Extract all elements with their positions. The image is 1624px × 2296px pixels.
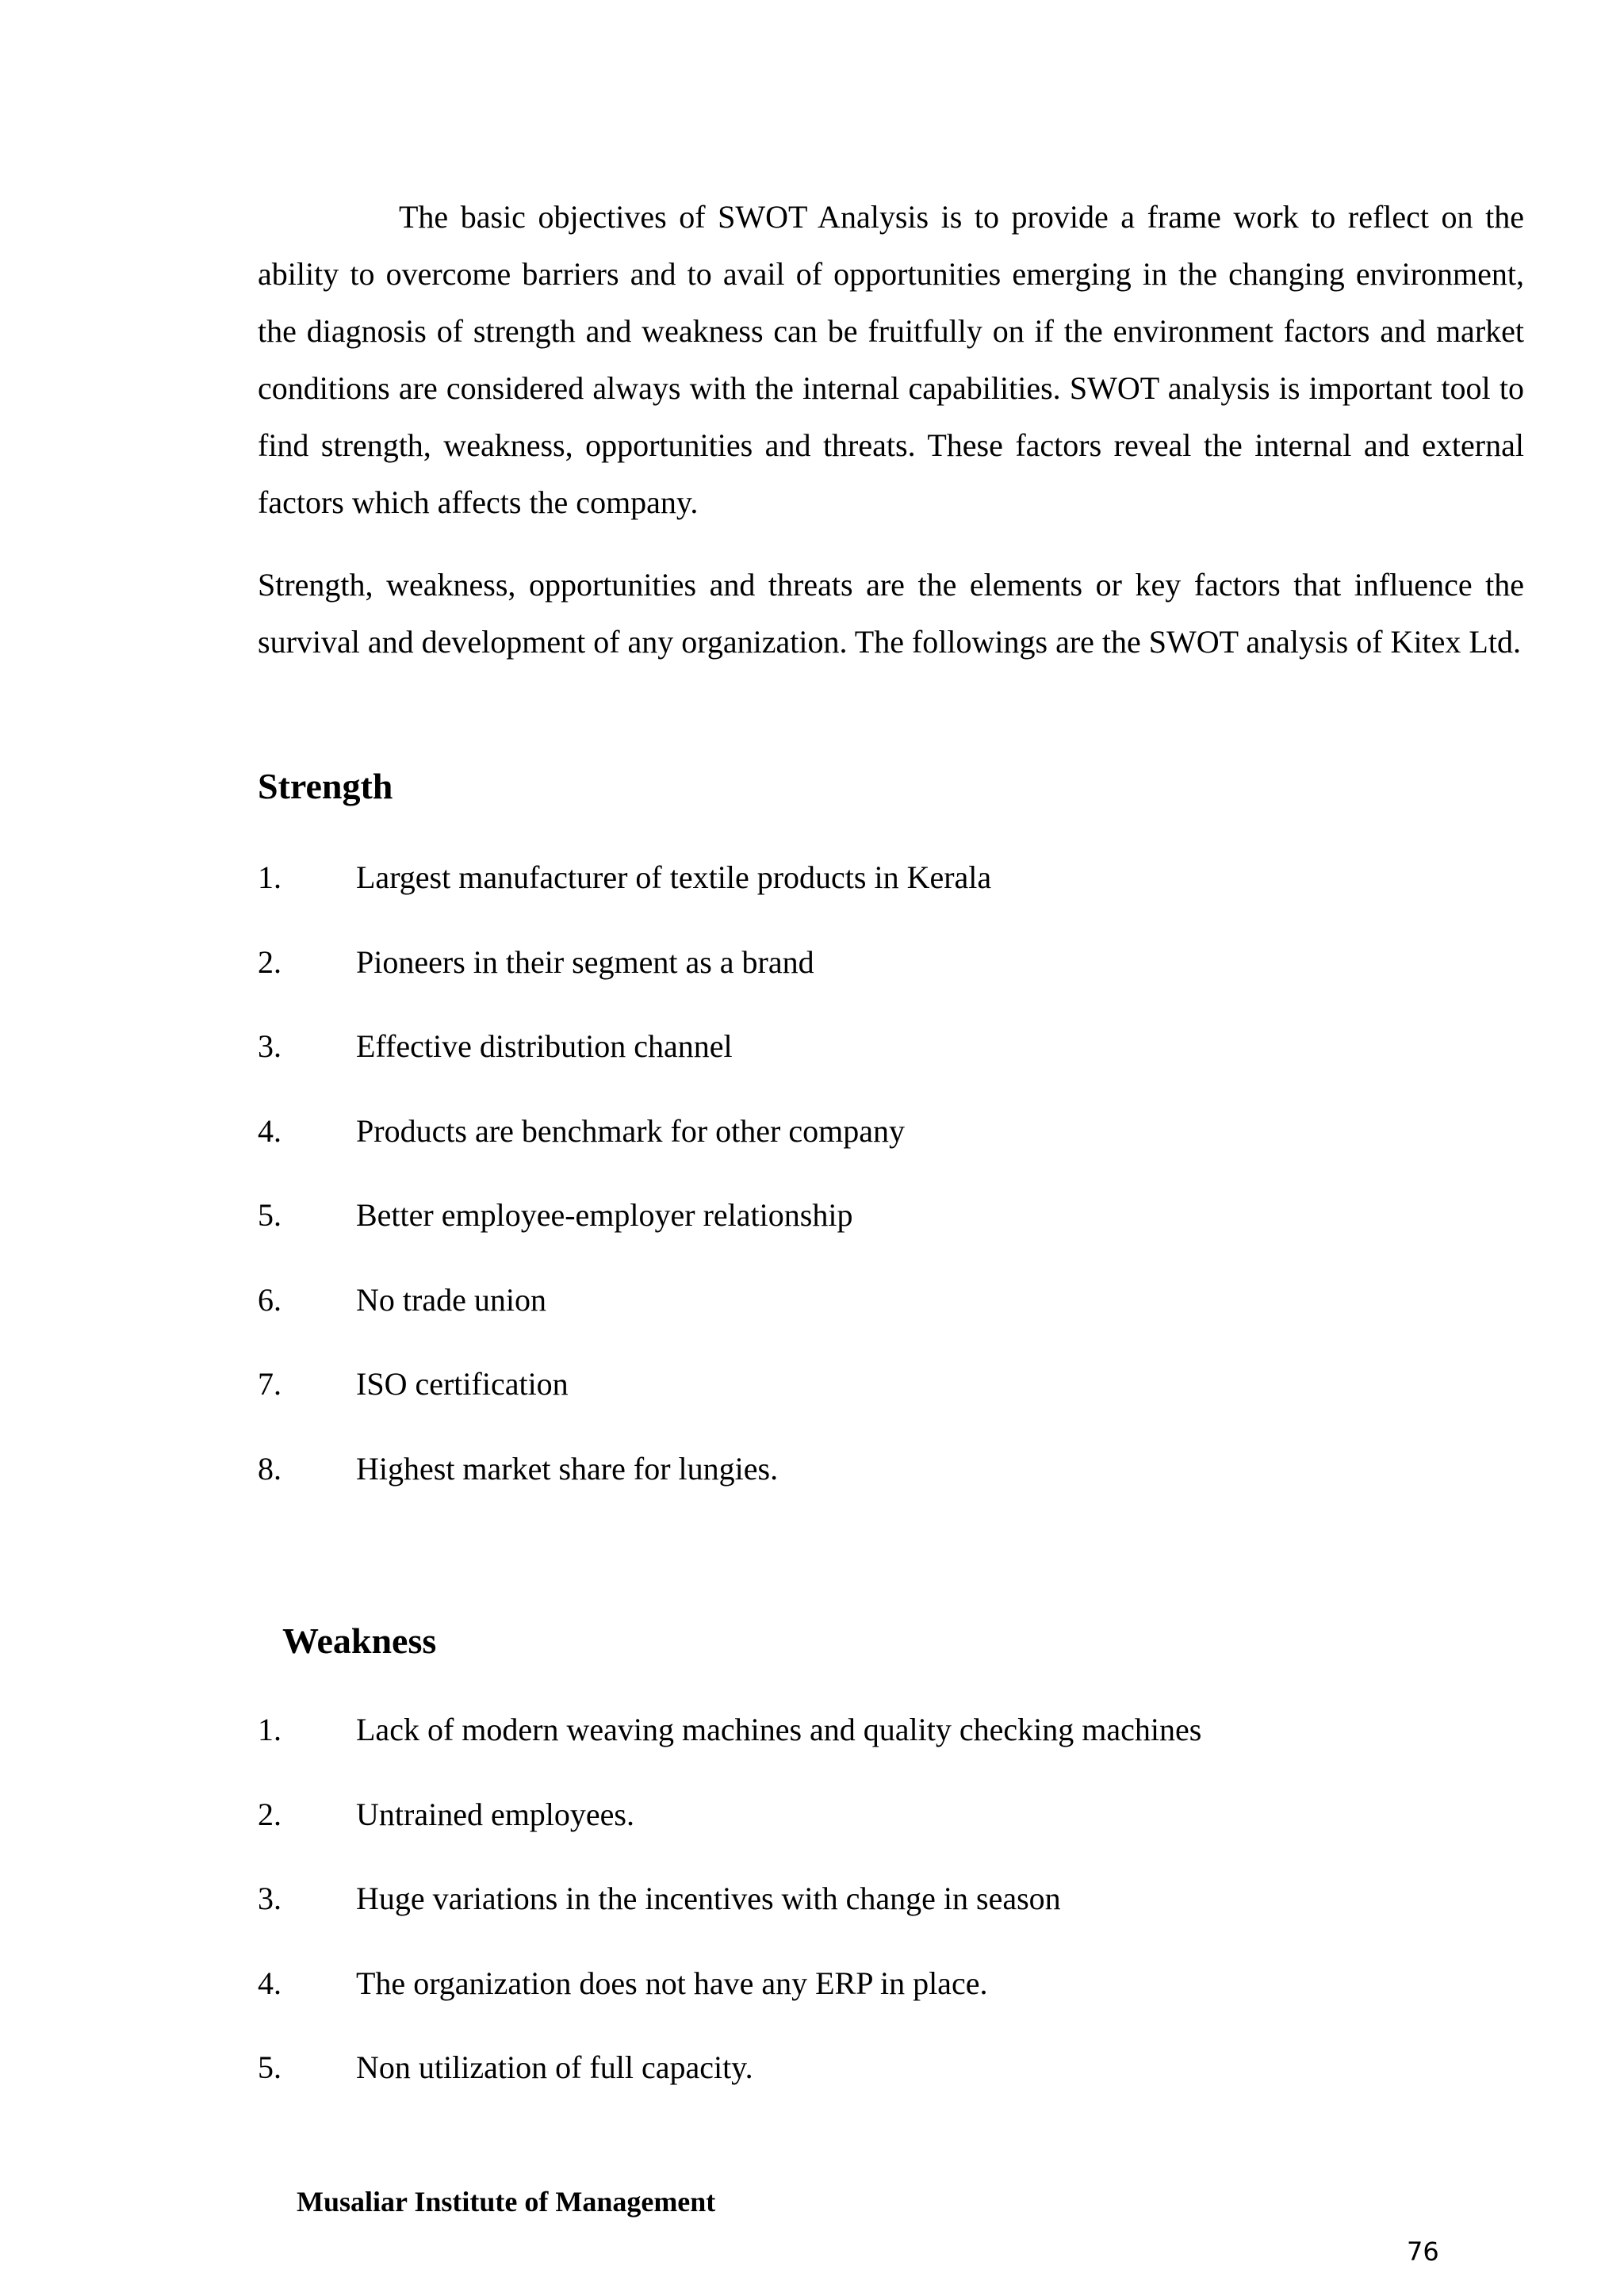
list-item-text: Non utilization of full capacity.	[356, 2049, 753, 2085]
list-item-number: 1.	[258, 859, 282, 895]
list-item-text: ISO certification	[356, 1366, 569, 1402]
list-item-number: 7.	[258, 1366, 282, 1402]
list-item-text: No trade union	[356, 1281, 546, 1318]
list-item	[258, 1791, 1201, 1876]
list-item	[258, 1108, 991, 1192]
list-item-number: 5.	[258, 2049, 282, 2085]
list-item	[258, 1706, 1201, 1791]
list-item-number: 3.	[258, 1881, 282, 1916]
list-item	[258, 2044, 1201, 2129]
list-item-number: 5.	[258, 1197, 282, 1233]
list-item-text: Effective distribution channel	[356, 1028, 733, 1064]
list-item-number: 4.	[258, 1112, 282, 1149]
weakness-heading: Weakness	[282, 1621, 437, 1661]
list-item-number: 4.	[258, 1965, 282, 2001]
list-item-text: Untrained employees.	[356, 1796, 634, 1832]
list-item-text: Products are benchmark for other company	[356, 1112, 905, 1149]
list-item-text: Pioneers in their segment as a brand	[356, 943, 814, 980]
list-item-text: The organization does not have any ERP in place.	[356, 1965, 988, 2001]
intro-paragraph: The basic objectives of SWOT Analysis is to provide a frame work to reflect on the ability to overcome barriers and to avail of opportunities emerging in the changing environment, the diagnosis of strength and weakness can be fruitfully on if the environment factors and market conditions are considered always with the internal capabilities. SWOT analysis is important tool to find strength, weakness, opportunities and threats. These factors reveal the internal and external factors which affects the company.	[258, 199, 1524, 520]
list-item-number: 6.	[258, 1281, 282, 1318]
strength-list	[258, 854, 991, 1529]
list-item	[258, 939, 991, 1024]
list-item	[258, 1875, 1201, 1960]
list-item-text: Highest market share for lungies.	[356, 1450, 779, 1487]
list-item	[258, 854, 991, 939]
list-item-number: 2.	[258, 1796, 282, 1832]
list-item-text: Better employee-employer relationship	[356, 1197, 853, 1233]
footer-institute-name: Musaliar Institute of Management	[297, 2186, 716, 2218]
list-item	[258, 1276, 991, 1361]
weakness-list	[258, 1706, 1201, 2129]
list-item-number: 3.	[258, 1028, 282, 1064]
list-item-text: Huge variations in the incentives with change in season	[356, 1881, 1061, 1916]
list-item	[258, 1023, 991, 1108]
list-item-number: 2.	[258, 943, 282, 980]
page-number: 76	[1407, 2237, 1439, 2267]
list-item	[258, 1960, 1201, 2045]
list-item-text: Largest manufacturer of textile products in Kerala	[356, 859, 992, 895]
list-item	[258, 1445, 991, 1530]
list-item	[258, 1192, 991, 1276]
list-item-text: Lack of modern weaving machines and quality checking machines	[356, 1712, 1202, 1747]
swot-elements-paragraph: Strength, weakness, opportunities and threats are the elements or key factors that influence the survival and development of any organization. The followings are the SWOT analysis of Kitex Ltd.	[258, 567, 1524, 660]
list-item	[258, 1360, 991, 1445]
list-item-number: 8.	[258, 1450, 282, 1487]
list-item-number: 1.	[258, 1712, 282, 1747]
strength-heading: Strength	[258, 766, 393, 806]
